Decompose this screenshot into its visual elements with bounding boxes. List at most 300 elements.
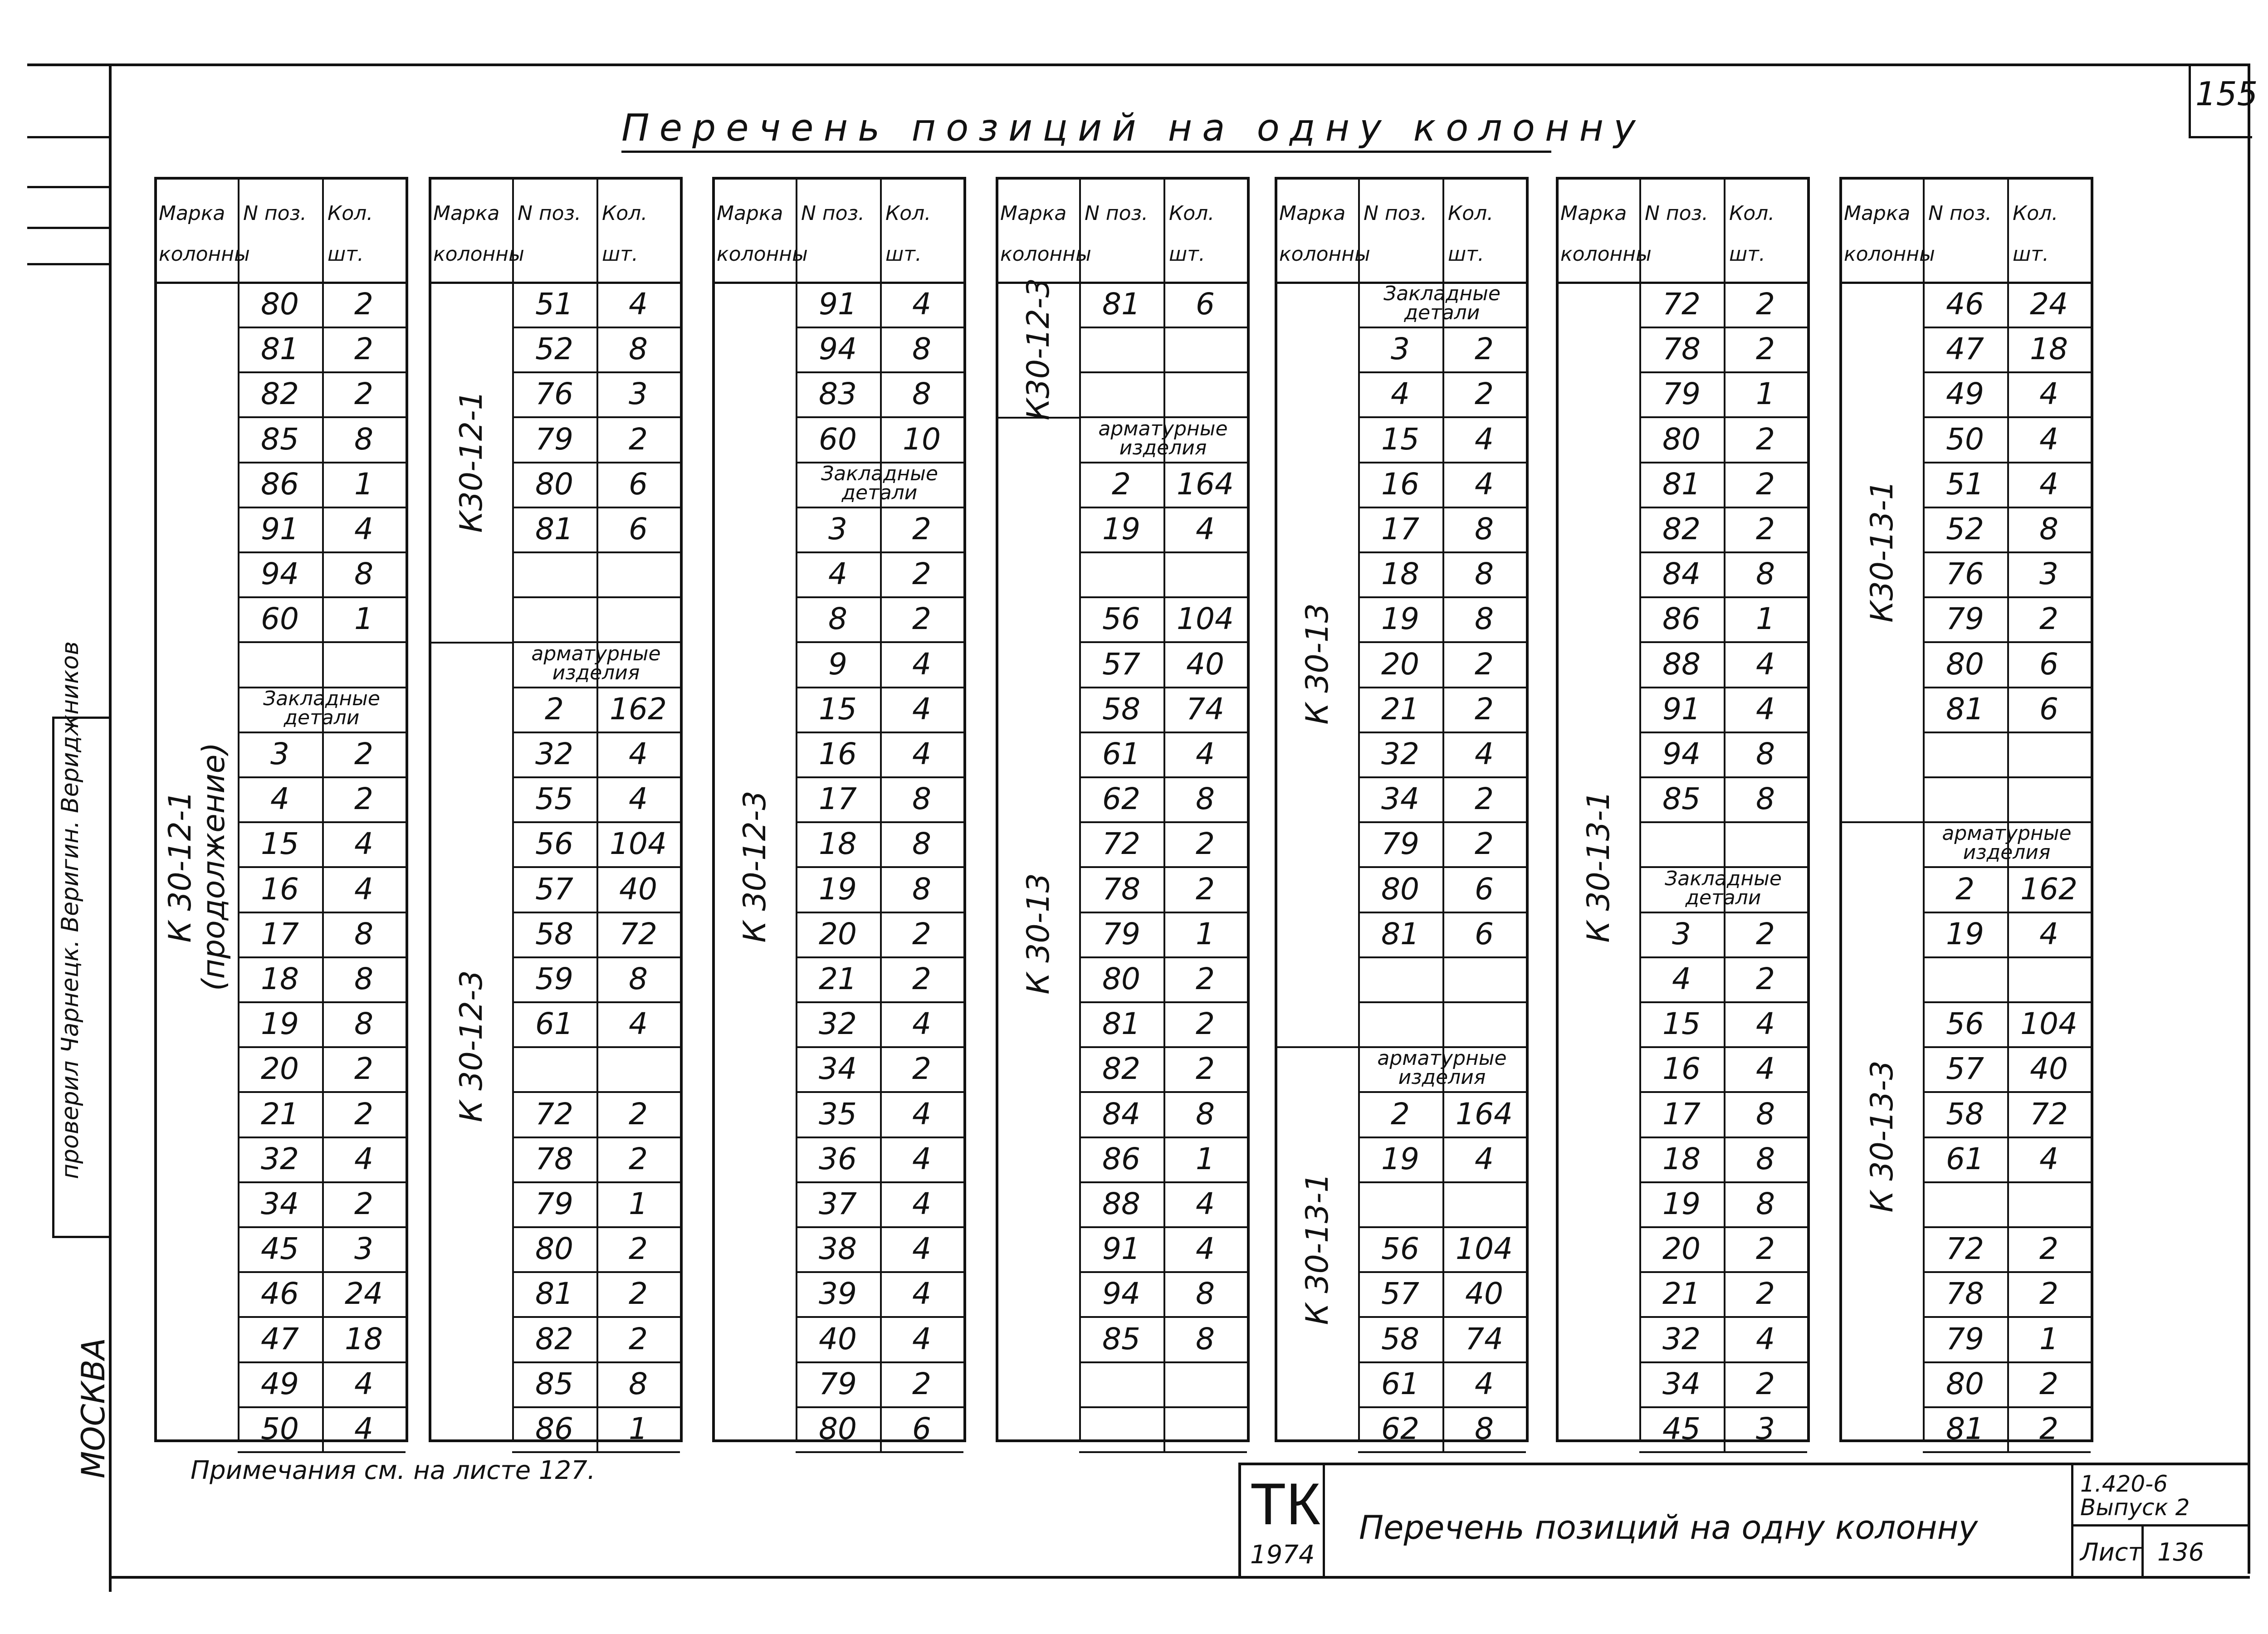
table-subheading-row [1358,1046,1526,1093]
quantity: 8 [1196,1321,1215,1356]
position-number: 72 [1662,287,1701,322]
quantity: 4 [1756,1006,1775,1042]
table-row [1358,776,1526,823]
position-number: 78 [1662,332,1701,367]
header-qty: Кол. шт. [885,202,931,266]
quantity: 2 [354,1051,373,1087]
table-row [1923,1136,2091,1183]
position-number: 85 [535,1366,573,1401]
column-mark-group [157,282,238,1451]
subheading: Закладные детали [1665,867,1782,909]
table-row [512,596,680,643]
table-row [512,1226,680,1273]
position-number: 4 [1672,961,1691,996]
column-mark-group [431,642,512,1452]
position-number [512,551,596,596]
position-number: 17 [1662,1096,1701,1132]
table-row [796,1181,963,1228]
quantity: 8 [1196,1276,1215,1312]
position-table [429,177,683,1446]
issue-number: Выпуск 2 [2080,1494,2190,1521]
subheading: Закладные детали [821,462,938,504]
quantity: 4 [2039,376,2058,412]
position-number: 58 [1381,1321,1419,1356]
position-number: 19 [819,871,857,907]
header-qty: Кол. шт. [1169,202,1215,266]
table-row [1639,821,1807,868]
table-row [1079,1181,1247,1228]
position-number: 17 [819,781,857,817]
table-row [1639,507,1807,553]
page-title: Перечень позиций на одну колонну [621,107,1646,150]
quantity: 3 [629,376,648,412]
quantity: 4 [912,646,931,682]
quantity [1163,1361,1247,1406]
quantity: 2 [1475,376,1494,412]
position-number: 81 [1946,691,1984,727]
position-number: 82 [535,1321,573,1356]
table-row [238,867,406,913]
quantity: 2 [912,601,931,637]
group-separator [431,642,512,644]
position-number: 80 [1662,421,1701,457]
header-mark: Марка колонны [433,202,524,266]
position-number: 21 [819,961,857,996]
quantity [1724,821,1807,866]
position-number: 72 [1946,1231,1984,1267]
quantity: 4 [912,1276,931,1312]
position-number: 32 [1662,1321,1701,1356]
position-number: 79 [1946,601,1984,637]
table-subheading-row [1079,417,1247,463]
quantity: 2 [912,1366,931,1401]
table-row [796,282,963,328]
table-row [796,596,963,643]
quantity [1163,1406,1247,1451]
quantity [1163,371,1247,416]
table-row [1923,1001,2091,1048]
table-row [512,912,680,958]
position-number: 32 [1381,737,1419,771]
sheet-number: 155 [2195,75,2258,113]
series-info [2080,1472,2190,1519]
position-number: 79 [819,1366,857,1401]
quantity [1442,956,1526,1001]
position-number: 52 [535,332,573,367]
city-label: МОСКВА [75,1338,112,1478]
table-row [1923,596,2091,643]
table-row [796,371,963,418]
table-row [1639,462,1807,508]
table-row [1639,1406,1807,1453]
table-row [796,1092,963,1138]
position-number: 60 [261,601,299,637]
position-number: 80 [1381,871,1419,907]
title-block-divider [2071,1524,2250,1527]
table-row [1639,1317,1807,1363]
quantity: 4 [354,871,373,907]
quantity: 6 [629,466,648,502]
position-number: 84 [1662,556,1701,592]
position-number: 79 [1946,1321,1984,1356]
quantity: 3 [1756,1411,1775,1446]
quantity: 2 [629,421,648,457]
quantity: 4 [912,1141,931,1176]
table-row [1923,551,2091,598]
position-number [1923,956,2007,1001]
page-title-underline [621,151,1551,153]
position-number: 2 [1391,1096,1410,1132]
position-number: 21 [1662,1276,1701,1312]
position-number: 82 [1102,1051,1140,1087]
quantity [1442,1181,1526,1226]
table-row [1639,732,1807,778]
position-number: 19 [1946,916,1984,951]
position-number: 3 [270,737,289,771]
position-number: 91 [1102,1231,1140,1267]
position-number: 32 [535,737,573,771]
table-row [796,1136,963,1183]
table-subheading-row [796,462,963,508]
position-number: 79 [1662,376,1701,412]
position-number: 57 [1381,1276,1419,1312]
position-number: 76 [1946,556,1984,592]
table-row [1358,687,1526,733]
column-mark-label: К30-12-3 [1021,278,1056,420]
quantity: 40 [1186,646,1224,682]
table-row [1923,642,2091,688]
position-number: 91 [261,512,299,546]
position-number: 19 [1102,512,1140,546]
quantity: 2 [354,287,373,322]
table-row [512,1361,680,1408]
position-number: 46 [1946,287,1984,322]
position-number: 15 [1381,421,1419,457]
margin-tick [27,227,109,229]
position-number: 18 [261,961,299,996]
table-row [1079,1317,1247,1363]
quantity: 4 [1756,1321,1775,1356]
position-number: 45 [261,1231,299,1267]
table-row [238,417,406,463]
column-mark-label: К 30-13 [1021,873,1056,995]
position-number: 2 [1955,871,1975,907]
quantity: 4 [629,1006,648,1042]
table-row [512,1271,680,1318]
table-row [1639,417,1807,463]
position-number: 94 [261,556,299,592]
position-number: 18 [1381,556,1419,592]
quantity: 4 [354,512,373,546]
table-row [1923,1226,2091,1273]
header-mark: Марка колонны [1000,202,1091,266]
quantity: 1 [354,601,373,637]
quantity: 2 [1196,871,1215,907]
table-row [1079,1361,1247,1408]
position-number: 94 [1102,1276,1140,1312]
position-number: 85 [1102,1321,1140,1356]
table-row [238,1361,406,1408]
table-row [1923,417,2091,463]
quantity: 8 [1756,1141,1775,1176]
position-number: 81 [1102,1006,1140,1042]
position-number: 51 [1946,466,1984,502]
position-number [1923,1181,2007,1226]
quantity: 40 [1465,1276,1503,1312]
quantity: 2 [1756,466,1775,502]
title-block-divider [2071,1465,2073,1579]
table-row [796,1271,963,1318]
position-number: 86 [535,1411,573,1446]
table-row [1639,687,1807,733]
quantity: 2 [354,1186,373,1221]
quantity: 4 [1475,466,1494,502]
quantity: 8 [1475,601,1494,637]
table-row [1639,1136,1807,1183]
position-number: 94 [819,332,857,367]
quantity [2007,776,2091,821]
quantity: 2 [1756,512,1775,546]
quantity: 2 [629,1141,648,1176]
table-row [238,1181,406,1228]
quantity: 4 [2039,466,2058,502]
quantity: 104 [610,826,667,862]
position-number [1079,1406,1163,1451]
position-number: 78 [1946,1276,1984,1312]
quantity: 4 [1475,1141,1494,1176]
position-number: 16 [1381,466,1419,502]
position-number: 88 [1662,646,1701,682]
table-row [512,417,680,463]
table-row [1358,1271,1526,1318]
table-row [796,1361,963,1408]
table-row [1923,462,2091,508]
group-separator [1277,1046,1358,1048]
position-number: 34 [1381,781,1419,817]
position-number: 58 [1946,1096,1984,1132]
table-row [238,1092,406,1138]
table-row [512,1046,680,1093]
table-row [1923,1181,2091,1228]
header-qty: Кол. шт. [1448,202,1494,266]
table-row [1639,551,1807,598]
column-mark-label: К 30-12-3 [737,790,773,943]
subheading: Закладные детали [263,687,380,729]
position-number: 79 [1381,826,1419,862]
table-row [238,551,406,598]
position-number: 57 [535,871,573,907]
table-row [1639,282,1807,328]
position-number: 4 [828,556,847,592]
frame-top-border [27,63,2250,66]
position-number: 34 [1662,1366,1701,1401]
position-number [1079,327,1163,371]
table-row [1923,956,2091,1003]
table-row [1358,1361,1526,1408]
position-number: 16 [819,737,857,771]
position-number [1923,732,2007,776]
quantity: 2 [1196,826,1215,862]
column-mark-label: К 30-12-1 (продолжение) [162,742,232,991]
position-number: 45 [1662,1411,1701,1446]
position-number: 91 [1662,691,1701,727]
table-row [1079,282,1247,328]
quantity: 4 [354,826,373,862]
quantity: 10 [903,421,941,457]
table-row [1079,371,1247,418]
table-row [1923,912,2091,958]
header-qty: Кол. шт. [602,202,648,266]
quantity: 8 [354,1006,373,1042]
position-number: 72 [535,1096,573,1132]
position-number: 57 [1102,646,1140,682]
header-pos: N поз. [1085,202,1148,225]
table-row [238,821,406,868]
position-number: 40 [819,1321,857,1356]
quantity: 2 [1756,961,1775,996]
column-mark-group [1277,282,1358,1046]
column-mark-label: К 30-13-1 [1300,1173,1335,1325]
position-number: 49 [261,1366,299,1401]
position-number: 51 [535,287,573,322]
column-mark-group [431,282,512,642]
position-number: 35 [819,1096,857,1132]
quantity: 4 [912,1096,931,1132]
quantity: 4 [354,1366,373,1401]
quantity: 4 [2039,421,2058,457]
position-number: 81 [535,512,573,546]
position-number: 80 [261,287,299,322]
column-mark-label: К 30-12-3 [454,970,489,1123]
position-number: 20 [261,1051,299,1087]
table-row [1639,1361,1807,1408]
position-number: 58 [1102,691,1140,727]
position-number: 56 [1102,601,1140,637]
table-row [1079,642,1247,688]
table-row [238,956,406,1003]
table-row [238,327,406,373]
position-number: 52 [1946,512,1984,546]
quantity: 4 [912,1186,931,1221]
quantity: 2 [1196,961,1215,996]
quantity: 8 [1756,1096,1775,1132]
position-table [1275,177,1529,1446]
quantity: 8 [2039,512,2058,546]
position-number [512,596,596,641]
table-row [238,507,406,553]
position-number: 19 [1381,1141,1419,1176]
quantity: 8 [629,961,648,996]
table-row [512,821,680,868]
position-number: 79 [1102,916,1140,951]
table-row [512,1001,680,1048]
quantity: 4 [354,1141,373,1176]
quantity: 4 [1475,421,1494,457]
table-row [238,1317,406,1363]
quantity: 2 [354,1096,373,1132]
position-number: 85 [1662,781,1701,817]
table-row [1923,687,2091,733]
quantity: 40 [619,871,657,907]
quantity: 4 [629,287,648,322]
position-number: 58 [535,916,573,951]
quantity: 8 [354,421,373,457]
position-number: 17 [261,916,299,951]
quantity: 4 [912,737,931,771]
position-number [1079,1361,1163,1406]
quantity: 72 [2030,1096,2068,1132]
position-number: 80 [819,1411,857,1446]
quantity: 2 [1196,1006,1215,1042]
position-number: 85 [261,421,299,457]
table-row [238,596,406,643]
table-row [1358,507,1526,553]
quantity: 2 [354,737,373,771]
position-number: 56 [1381,1231,1419,1267]
quantity: 104 [1456,1231,1513,1267]
quantity: 4 [1196,1231,1215,1267]
position-number: 16 [1662,1051,1701,1087]
position-number: 81 [1662,466,1701,502]
table-row [1358,1181,1526,1228]
quantity: 8 [1756,1186,1775,1221]
position-table [1556,177,1810,1446]
subheading: арматурные изделия [531,642,661,684]
table-row [238,462,406,508]
quantity: 164 [1177,466,1234,502]
table-row [1923,776,2091,823]
column-mark-group [715,282,796,1451]
quantity: 1 [629,1411,648,1446]
quantity: 2 [1475,826,1494,862]
position-number: 80 [1946,1366,1984,1401]
table-row [512,462,680,508]
table-row [1079,1271,1247,1318]
quantity: 8 [1475,512,1494,546]
table-row [1358,1001,1526,1048]
position-number: 47 [1946,332,1984,367]
position-number: 61 [1946,1141,1984,1176]
quantity: 2 [1756,1366,1775,1401]
position-number: 61 [1102,737,1140,771]
position-number: 20 [819,916,857,951]
position-number: 8 [828,601,847,637]
column-mark-group [1277,1046,1358,1451]
table-row [1923,867,2091,913]
quantity: 2 [354,781,373,817]
quantity: 4 [354,1411,373,1446]
group-separator [1842,821,1923,823]
quantity: 2 [912,556,931,592]
position-table [154,177,408,1446]
position-number: 47 [261,1321,299,1356]
table-row [796,912,963,958]
quantity: 1 [629,1186,648,1221]
table-row [1079,1046,1247,1093]
table-row [1358,596,1526,643]
table-row [1923,1046,2091,1093]
table-row [512,1181,680,1228]
position-number: 80 [535,1231,573,1267]
table-row [1079,732,1247,778]
table-row [238,1001,406,1048]
quantity: 2 [912,1051,931,1087]
table-row [1358,867,1526,913]
quantity [2007,732,2091,776]
position-number: 82 [261,376,299,412]
quantity: 2 [629,1321,648,1356]
quantity: 104 [2020,1006,2077,1042]
